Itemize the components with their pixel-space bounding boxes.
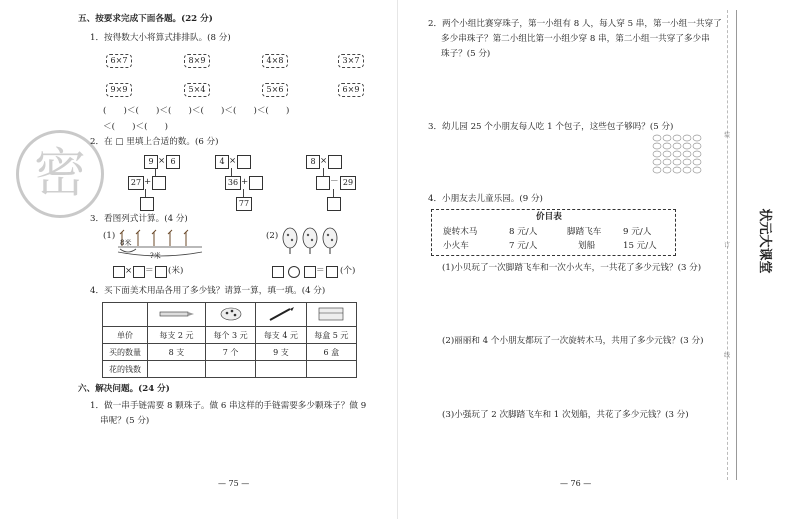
expr-box: 6×7 [106,54,132,68]
page-divider [397,0,398,519]
answer-box[interactable] [155,266,167,278]
r-sub1: (1)小贝玩了一次脚踏飞车和一次小火车，一共花了多少元钱？(3 分) [442,263,702,273]
answer-box[interactable] [249,176,263,190]
s6-q1-line2: 串呢？(5 分) [100,416,150,426]
price-cell: 每盒 5 元 [306,327,356,344]
buns-illustration [652,134,708,178]
price-item-name: 划船 [578,241,596,251]
price-item-price: 8 元/人 [509,227,538,237]
number-box: 36 [225,176,241,190]
quantity-cell: 9 支 [256,344,306,361]
quantity-cell: 8 支 [148,344,206,361]
binding-char: 线 [724,352,731,359]
price-list [431,209,676,256]
answer-box[interactable] [326,266,338,278]
q4-text: 4．买下面美术用品各用了多少钱？请算一算，填一填。(4 分) [90,286,326,296]
operator-circle[interactable] [288,266,300,278]
price-item-name: 脚踏飞车 [567,227,602,237]
brace-label: 8米 [120,239,132,247]
part-label: (1) [103,231,116,241]
price-cell: 每个 3 元 [205,327,255,344]
tree-illustration [280,226,350,256]
unit-label: (米) [168,266,184,276]
answer-box[interactable] [272,266,284,278]
supplies-table [102,302,357,378]
order-line-2: ＜( )＜( ) [103,122,168,132]
expr-box: 3×7 [338,54,364,68]
answer-box[interactable] [140,197,154,211]
price-item-name: 小火车 [443,241,469,251]
expr-box: 5×4 [184,83,210,97]
number-box: 77 [236,197,252,211]
order-line-1: ( )＜( )＜( )＜( )＜( )＜( ) [103,106,290,116]
r-sub2: (2)丽丽和 4 个小朋友都玩了一次旋转木马，共用了多少元钱？(3 分) [442,336,704,346]
pencil-icon [148,303,206,327]
expr-box: 9×9 [106,83,132,97]
confidential-stamp: 密 [16,130,104,218]
cost-input-cell[interactable] [205,361,255,378]
expr-box: 6×9 [338,83,364,97]
section5-title: 五、按要求完成下面各题。(22 分) [78,14,213,24]
s6-q1-line1: 1．做一串手链需要 8 颗珠子。做 6 串这样的手链需要多少颗珠子？做 9 [90,401,367,411]
price-item-price: 15 元/人 [623,241,657,251]
answer-box[interactable] [152,176,166,190]
number-box: 27 [128,176,144,190]
answer-box[interactable] [133,266,145,278]
answer-box[interactable] [304,266,316,278]
cost-input-cell[interactable] [148,361,206,378]
answer-box[interactable] [327,197,341,211]
r-q4-text: 4．小朋友去儿童乐园。(9 分) [428,194,543,204]
price-item-name: 旋转木马 [443,227,478,237]
connector-line [155,168,156,176]
table-corner [103,303,148,327]
binding-char: 订 [724,242,731,249]
r-q3-text: 3．幼儿园 25 个小朋友每人吃 1 个包子，这些包子够吗？(5 分) [428,122,674,132]
price-item-price: 7 元/人 [509,241,538,251]
binding-char: 装 [724,132,731,139]
operator: × [158,156,166,166]
paint-box-icon [306,303,356,327]
number-box: 29 [340,176,356,190]
price-item-price: 9 元/人 [623,227,652,237]
quantity-cell: 6 盒 [306,344,356,361]
answer-box[interactable] [113,266,125,278]
palette-icon [205,303,255,327]
operator: ＝ [145,266,154,276]
expr-box: 5×6 [262,83,288,97]
row-label: 单价 [103,327,148,344]
connector-line [323,168,324,176]
quantity-cell: 7 个 [205,344,255,361]
connector-line [145,189,146,197]
number-box: 4 [215,155,229,169]
operator: × [229,156,237,166]
q2-text: 2．在 □ 里填上合适的数。(6 分) [90,137,219,147]
operator: × [125,266,133,276]
answer-box[interactable] [316,176,330,190]
row-label: 买的数量 [103,344,148,361]
question-label: ?米 [150,252,161,260]
connector-line [231,168,232,176]
connector-line [333,189,334,197]
operator: － [330,177,339,187]
r-q2-line1: 2．两个小组比赛穿珠子，第一小组有 8 人，每人穿 5 串，第一小组一共穿了 [428,19,722,29]
cost-input-cell[interactable] [306,361,356,378]
number-box: 6 [166,155,180,169]
page-number-right: — 76 — [560,479,592,488]
price-list-title: 价目表 [536,212,562,222]
q1-text: 1．按得数大小将算式排排队。(8 分) [90,33,231,43]
part-label: (2) [266,231,279,241]
r-sub3: (3)小强玩了 2 次脚踏飞车和 1 次划船，共花了多少元钱？(3 分) [442,410,689,420]
section6-title: 六、解决问题。(24 分) [78,384,170,394]
r-q2-line2: 多少串珠子？第二小组比第一小组少穿 8 串，第二小组一共穿了多少串 [441,34,710,44]
expr-box: 4×8 [262,54,288,68]
number-box: 9 [144,155,158,169]
number-box: 8 [306,155,320,169]
answer-box[interactable] [328,155,342,169]
page-number-left: — 75 — [218,479,250,488]
brush-icon [256,303,306,327]
operator: ＝ [316,266,325,276]
connector-line [243,189,244,197]
unit-label: (个) [340,266,356,276]
operator: + [144,177,152,187]
r-q2-line3: 珠子？(5 分) [441,49,491,59]
row-label: 花的钱数 [103,361,148,378]
operator: × [320,156,328,166]
expr-box: 8×9 [184,54,210,68]
price-cell: 每支 2 元 [148,327,206,344]
cost-input-cell[interactable] [256,361,306,378]
q3-text: 3．看图列式计算。(4 分) [90,214,188,224]
answer-box[interactable] [237,155,251,169]
operator: + [241,177,249,187]
price-cell: 每支 4 元 [256,327,306,344]
brand-logo: 状元大课堂 [757,208,772,274]
